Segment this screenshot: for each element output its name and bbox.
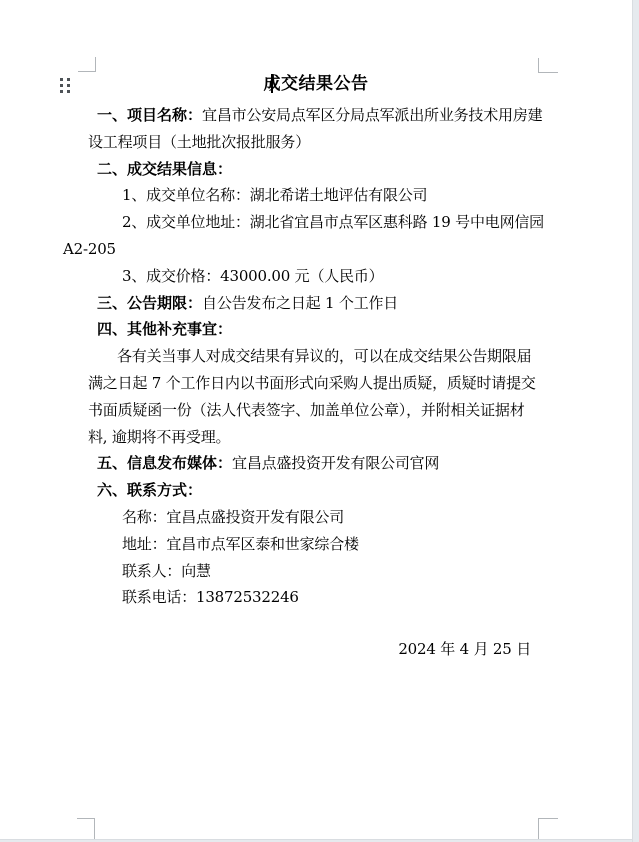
document-title: 成交结果公告 [263,74,369,94]
paragraph-objection-line4 [88,428,230,447]
contact-person [122,562,211,581]
list-item-winner-address [122,213,544,232]
section-label: 二、成交结果信息： [97,160,233,178]
paragraph-objection-line2 [88,374,536,393]
line-text: 宜昌点盛投资开发有限公司官网 [232,454,440,472]
line-text: A2-205 [63,240,116,258]
line-text: 地址：宜昌市点军区泰和世家综合楼 [122,535,359,553]
document-date [398,640,531,659]
line-text: 书面质疑函一份（法人代表签字、加盖单位公章），并附相关证据材 [88,401,525,419]
margin-crop-mark-bottom-left [77,818,95,839]
paragraph-project-name-wrap [88,133,310,152]
margin-crop-mark-top-right [538,58,558,73]
line-text: 联系电话：13872532246 [122,588,299,606]
section-label: 四、其他补充事宜： [97,320,233,338]
paragraph-announcement-period [97,294,398,313]
line-text: 3、成交价格：43000.00 元（人民币） [122,267,384,285]
list-item-winner-address-wrap [63,240,116,259]
section-heading-result-info [97,160,232,179]
section-label: 五、信息发布媒体： [97,454,233,472]
contact-name [122,508,344,527]
section-label: 一、项目名称： [97,106,203,124]
list-item-price [122,267,384,286]
scrollbar-track[interactable] [632,0,639,842]
line-text: 设工程项目（土地批次报批服务） [88,133,311,151]
line-text: 自公告发布之日起 1 个工作日 [202,294,399,312]
section-heading-other-matters [97,320,232,339]
line-text: 1、成交单位名称：湖北希诺土地评估有限公司 [122,186,428,204]
paragraph-objection-line1 [117,347,531,366]
line-text: 联系人：向慧 [122,562,211,580]
section-heading-contact [97,481,202,500]
section-label: 六、联系方式： [97,481,203,499]
paragraph-publish-media [97,454,439,473]
line-text: 料, 逾期将不再受理。 [88,428,231,446]
contact-address [122,535,359,554]
line-text: 各有关当事人对成交结果有异议的，可以在成交结果公告期限届 [117,347,532,365]
contact-phone [122,588,299,607]
line-text: 宜昌市公安局点军区分局点军派出所业务技术用房建 [202,106,543,124]
paragraph-objection-line3 [88,401,525,420]
line-text: 满之日起 7 个工作日内以书面形式向采购人提出质疑，质疑时请提交 [88,374,536,392]
line-text: 名称：宜昌点盛投资开发有限公司 [122,508,345,526]
line-text: 2024 年 4 月 25 日 [398,640,531,658]
paragraph-project-name [97,106,542,125]
margin-crop-mark-top-left [78,57,96,72]
line-text: 2、成交单位地址：湖北省宜昌市点军区惠科路 19 号中电网信园 [122,213,544,231]
list-item-winner-name [122,186,427,205]
section-label: 三、公告期限： [97,294,203,312]
margin-crop-mark-bottom-right [538,818,558,839]
